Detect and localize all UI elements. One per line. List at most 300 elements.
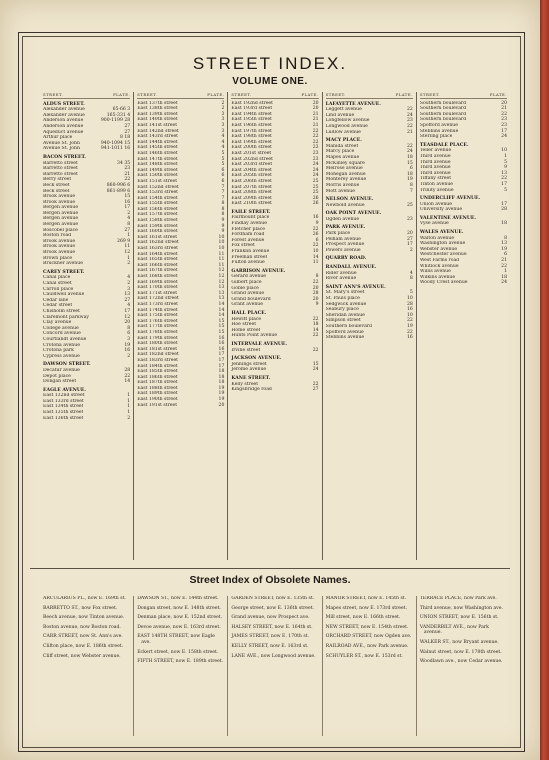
street-name: Carroll place [43,286,74,292]
plate-number: 17 [501,181,508,187]
plate-number: 22 [312,134,319,140]
obsolete-entry: SCHUYLER ST., now E. 153rd st. [325,653,403,659]
street-name: Barretto street [43,160,78,166]
plate-number: 23 [501,117,508,123]
column-header [137,92,224,99]
street-name: Third avenue [419,165,451,171]
street-name: Bergen avenue [43,222,79,228]
street-name: Grant avenue [231,302,263,308]
street-letter-heading: KANE STREET. [231,375,271,381]
street-name: Cedar lane [43,297,69,303]
street-entry [43,379,130,385]
street-name: Walton avenue [419,235,455,241]
street-name: East 147th street [137,156,178,162]
street-name: East 186th street [137,374,178,380]
plate-number: 165-331 4 [106,112,131,118]
street-letter-heading: LAFAYETTE AVENUE. [325,101,381,107]
street-name: East 201st street [231,150,272,156]
street-name: Pelham avenue [325,236,361,242]
plate-number: 1 [127,398,131,404]
street-entry [326,276,413,282]
street-name: East 158th street [137,218,178,224]
street-name: Fulton avenue [231,260,265,266]
plate-number: 9 [221,229,225,235]
street-name: Stebbins avenue [419,128,459,134]
street-name: Avenue St. John [43,146,80,152]
plate-number: 18 [218,380,225,386]
plate-number: 941-1011 16 [100,146,131,152]
plate-number: 25 [312,184,319,190]
plate-number: 19 [218,391,225,397]
street-name: East 168th street [137,274,178,279]
index-column [228,92,322,560]
plate-number: 15 [218,324,225,330]
plate-number: 17 [124,308,131,314]
street-name: East 165th street [137,257,178,263]
plate-number: 5 [221,150,225,156]
plate-number: 20 [312,100,319,106]
obsolete-entry: George street, now E. 136th street. [231,605,315,611]
plate-number: 10 [406,296,413,301]
street-index-columns [40,92,510,560]
street-entry [326,248,413,254]
plate-number: 8 18 [119,135,131,141]
plate-number: 19 [218,397,225,403]
plate-number: 269 9 [117,238,131,244]
plate-number: 24 [406,112,413,118]
street-name: East 185th street [137,369,178,375]
plate-number: 22 [124,177,131,183]
street-entry [43,146,130,152]
street-name: East 210th street [231,201,272,207]
street-name: Lind avenue [325,112,355,118]
street-header-label: STREET. [43,92,64,97]
plate-header-label: PLATE. [207,92,225,97]
street-entry [231,367,318,373]
plate-number: 18 [406,154,413,160]
plate-number: 16 [218,341,225,347]
column-header [420,92,507,99]
plate-number: 12 [124,250,131,256]
plate-number: 23 [312,150,319,156]
plate-number: 900-1199 28 [100,118,131,124]
plate-number: 14 [218,307,225,313]
obsolete-entry: EAST 148TH STREET, now Eagle ave. [137,634,215,645]
plate-number: 22 [501,176,508,182]
street-name: Fox street [231,243,255,249]
column-header [326,92,413,99]
plate-number: 19 [501,246,508,252]
street-name: East 149th street [137,167,178,173]
plate-number: 18 [501,221,508,227]
street-name: Crotona avenue [43,342,80,348]
street-name: Morris avenue [325,182,360,188]
street-name: Seabury place [325,307,359,313]
plate-number: 2 [127,353,131,359]
street-name: East 190th street [137,397,178,403]
plate-number: 25 [312,190,319,196]
plate-number: 15 [124,194,131,200]
plate-number: 8 [409,276,413,282]
street-entry [231,260,318,266]
plate-number: 8 [504,235,508,241]
street-name: East 202nd street [231,156,273,162]
plate-number: 5 [504,187,508,193]
street-entry [420,134,507,140]
plate-number: 17 [406,242,413,248]
plate-number: 24 [406,149,413,155]
street-letter-heading: OAK POINT AVENUE. [325,211,382,217]
obsolete-entry: GARDEN STREET, now E. 135th st. [231,596,315,601]
obsolete-names-title: Street Index of Obsolete Names. [189,574,351,586]
street-name: East 200th street [231,145,272,151]
street-name: East 208th street [231,190,272,196]
plate-number: 2 [221,106,225,112]
street-name: Ludlow avenue [325,129,361,135]
street-entry [420,207,507,213]
obsolete-entry: TERRACE PLACE, now Park ave. [419,596,497,601]
street-name: Irvine street [231,347,261,353]
obsolete-names-columns [40,596,510,736]
street-entry [420,221,507,227]
street-name: Sedgwick avenue [325,301,367,307]
plate-number: 24 [312,173,319,179]
plate-number: 24 [501,280,508,286]
street-name: East 153rd street [137,190,179,196]
street-entry [420,188,507,194]
plate-number: 5 [221,162,225,168]
street-name: Fordham road [231,232,265,238]
street-name: Avenue St. John [43,140,80,146]
plate-number: 18 [218,369,225,375]
plate-number: 20 [312,296,319,302]
plate-number: 9 [221,218,225,224]
street-name: Brook avenue [43,199,76,205]
street-entry [326,217,413,223]
street-name: Monterey avenue [325,177,367,183]
street-name: East 170th street [137,285,178,291]
plate-number: 22 [312,347,319,353]
street-name: Clay avenue [43,320,72,326]
plate-number: 21 [312,111,319,117]
plate-number: 24 [312,167,319,173]
plate-number: 28 [312,291,319,297]
plate-number: 11 [218,257,225,263]
plate-number: 27 [124,297,131,303]
plate-number: 1 [127,404,131,410]
plate-number: 23 [406,216,413,222]
street-name: East 132nd street [43,393,85,399]
street-entry [326,335,413,341]
plate-number: 11 [218,251,225,257]
obsolete-entry: DAWSON ST., now E. 144th street. [137,596,219,601]
street-name: Southern boulevard [419,111,467,117]
plate-number: 2 [409,247,413,253]
plate-number: 22 [406,329,413,335]
street-entry [326,130,413,136]
street-name: Third avenue [419,170,451,176]
street-letter-heading: MACY PLACE. [325,138,362,144]
plate-number: 23 [312,156,319,162]
plate-number: 22 [312,139,319,145]
street-name: East 169th street [137,279,178,285]
obsolete-entry: ARCULARIUS PL., now E. 169th st. [43,596,126,601]
plate-number: 2 [127,281,131,286]
street-name: East 189th street [137,391,178,397]
obsolete-entry: Devoe avenue, now E. 163rd street. [137,624,221,630]
street-name: East 150th street [137,173,178,179]
plate-number: 28 [501,207,508,213]
obsolete-entry: UNION STREET, now E. 156th st. [419,615,499,621]
plate-number: 8 [315,274,319,280]
plate-number: 24 [312,367,319,373]
index-column [417,92,510,560]
obsolete-column [228,596,322,736]
street-name: Dongan street [43,379,77,385]
street-name: Courtlandt avenue [43,336,87,342]
plate-number: 2 [127,210,131,216]
plate-number: 25 [406,202,413,208]
plate-number: 26 [312,195,319,201]
plate-number: 10 [218,240,225,246]
plate-number: 27 [124,227,131,233]
street-name: Third avenue [419,159,451,165]
street-name: Brown place [43,255,73,261]
street-name: Freeman street [231,254,268,260]
street-name: Brook avenue [43,238,76,244]
street-letter-heading: GARRISON AVENUE. [231,268,286,274]
street-name: East 178th street [137,329,178,335]
street-letter-heading: DAWSON STREET. [43,362,91,368]
plate-number: 22 [312,243,319,249]
plate-number: 20 [501,100,508,106]
plate-number: 4 [127,275,131,281]
street-name: East 156th street [137,206,178,212]
street-name: Trinity avenue [419,187,454,193]
plate-number: 25 [312,178,319,184]
street-letter-heading: CAREY STREET. [43,269,85,275]
plate-number: 11 [312,260,319,266]
plate-number: 3 [127,286,131,292]
street-name: East 180th street [137,341,178,347]
plate-number: 16 [312,215,319,221]
street-entry [231,302,318,308]
street-name: Park place [325,231,351,237]
plate-number: 27 [124,129,131,135]
plate-number: 24 [312,162,319,168]
street-name: East 164th street [137,251,178,257]
plate-number: 11 [218,262,225,268]
street-name: McKinley square [325,160,365,166]
plate-number: 4 [127,303,131,309]
street-name: Grand avenue [231,291,265,297]
street-entry [43,416,130,422]
street-name: Woody Crest avenue [419,280,468,286]
street-name: St. Mary's street [325,290,365,296]
plate-number: 3 [221,111,225,117]
street-header-label: STREET. [325,92,346,97]
street-name: Bergen avenue [43,210,79,216]
plate-number: 6 [127,331,131,337]
street-entry [231,387,318,393]
street-name: East 151st street [137,178,178,184]
plate-number: 22 [312,381,319,387]
plate-number: 19 [218,385,225,391]
street-name: Cedar street [43,303,73,309]
street-name: East 134th street [43,404,84,410]
index-column [134,92,228,560]
obsolete-column [134,596,228,736]
plate-number: 1 [127,255,131,261]
plate-number: 4 [127,216,131,222]
plate-number: 1 [127,233,131,239]
street-name: East 137th street [137,100,178,106]
street-name: Mott avenue [325,188,355,194]
street-name: College avenue [43,325,79,331]
plate-number: 23 [501,122,508,128]
obsolete-entry: ORCHARD STREET, now Ogden ave. [325,634,412,640]
street-name: East 162nd street [137,240,179,246]
street-name: East 167th street [137,268,178,274]
obsolete-entry: CARR STREET, now St. Ann's ave. [43,634,123,640]
plate-number: 4 [221,134,225,140]
street-name: East 191st street [137,402,178,408]
plate-number: 10 [218,234,225,240]
plate-number: 1 [504,269,508,275]
street-name: Anderson avenue [43,123,84,129]
street-name: East 136th street [43,415,84,421]
plate-number: 21 [312,117,319,123]
obsolete-entry: Walnut street, now E. 178th street. [419,649,502,655]
plate-number: 7 [221,195,225,201]
street-name: Jerome avenue [231,367,267,373]
street-name: East 182nd street [137,352,179,358]
street-entry [231,348,318,354]
street-letter-heading: FAILE STREET. [231,209,271,215]
street-name: East 198th street [231,134,272,140]
section-divider [30,568,510,569]
street-name: East 177th street [137,324,178,330]
street-name: Melrose avenue [325,166,363,172]
street-name: Beck street [43,188,70,194]
street-name: East 174th street [137,307,178,313]
plate-number: 5 [221,156,225,162]
street-name: Hewitt place [231,316,262,322]
plate-number: 22 [406,143,413,149]
plate-number: 16 [124,348,131,354]
street-name: East 206th street [231,178,272,184]
street-name: Southern boulevard [419,100,467,106]
street-name: Chisholm street [43,308,80,314]
street-name: Wilkins avenue [419,274,456,280]
plate-header-label: PLATE. [301,92,319,97]
plate-header-label: PLATE. [113,92,131,97]
plate-number: 6 [315,237,319,243]
plate-number: 22 [312,128,319,134]
street-letter-heading: UNDERCLIFF AVENUE. [419,196,481,202]
street-name: East 203rd street [231,162,273,168]
street-name: Brook avenue [43,244,76,250]
plate-number: 3 [127,336,131,342]
obsolete-entry: LANE AVE., now Longwood avenue. [231,653,316,659]
street-name: Tiffany street [419,176,452,182]
plate-number: 19 [124,342,131,348]
street-name: East 148th street [137,162,178,168]
plate-number: 4 [221,145,225,151]
street-entry [326,189,413,195]
plate-number: 4 [221,139,225,145]
street-name: Newbold avenue [325,202,365,208]
street-name: West Farms road [419,258,460,264]
plate-number: 21 [124,171,131,177]
plate-number: 22 [406,318,413,324]
plate-number: 12 [124,314,131,320]
street-name: Sheridan avenue [325,312,365,318]
plate-number: 23 [312,145,319,151]
plate-number: 15 [406,160,413,166]
street-name: Hoe street [231,322,257,328]
obsolete-entry: Boston avenue, now Boston road. [43,624,121,630]
street-name: Spofford avenue [325,329,364,335]
plate-number: 34 35 [117,160,131,166]
plate-number: 13 [124,292,131,298]
obsolete-entry: Third avenue, now Washington ave. [419,605,503,611]
street-name: Tinton avenue [419,181,454,187]
plate-number: 12 [218,279,225,285]
obsolete-entry: Dongan street, now E. 148th street. [137,605,221,611]
plate-number: 3 [221,128,225,134]
obsolete-entry: BARRETTO ST., now Fox street. [43,605,118,611]
street-name: East 143rd street [137,134,179,140]
plate-number: 6 [504,252,508,258]
plate-number: 16 [218,346,225,352]
street-entry [231,333,318,339]
plate-number: 27 [406,236,413,242]
plate-number: 6 [221,167,225,173]
plate-number: 26 [312,201,319,207]
obsolete-entry: HALSEY STREET, now E. 164th st. [231,624,313,630]
street-letter-heading: PARK AVENUE. [325,225,366,231]
plate-number: 940-1094 15 [100,140,131,146]
plate-number: 1 [127,410,131,416]
column-header [231,92,318,99]
street-name: Mohegan avenue [325,171,366,177]
plate-number: 13 [218,290,225,296]
obsolete-entry: Mill street, now E. 166th street. [325,615,401,621]
plate-number: 4 [409,270,413,276]
street-name: East 204th street [231,167,272,173]
street-name: Willis avenue [419,269,451,275]
plate-number: 8 [409,182,413,188]
plate-number: 14 [124,379,131,385]
plate-number: 8 [221,206,225,212]
plate-number: 13 [501,241,508,247]
plate-number: 16 [124,199,131,205]
street-name: East 140th street [137,117,178,123]
street-name: Boscobel place [43,227,78,233]
plate-number: 17 [124,205,131,211]
street-name: Concord avenue [43,331,81,337]
plate-number: 6 [221,178,225,184]
plate-number: 14 [218,313,225,319]
plate-number: 13 [218,296,225,302]
obsolete-entry: Cliff street, now Webster avenue. [43,653,121,659]
plate-number: 2 [127,415,131,421]
street-name: Gerard avenue [231,274,267,280]
obsolete-column [417,596,510,736]
street-letter-heading: ALDUS STREET. [43,101,85,107]
street-name: Southern boulevard [419,106,467,112]
